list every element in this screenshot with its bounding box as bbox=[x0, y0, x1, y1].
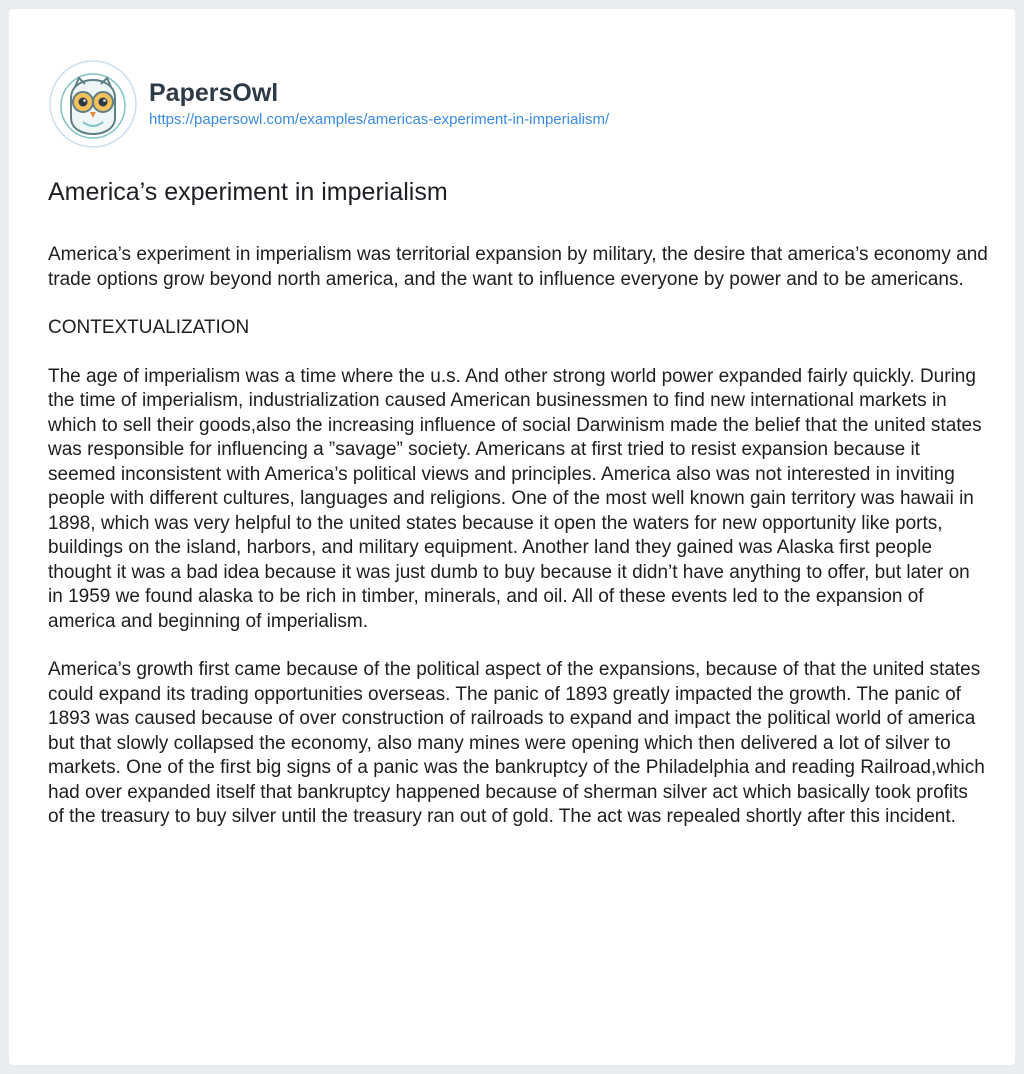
site-header bbox=[49, 59, 609, 149]
source-url-link[interactable]: https://papersowl.com/examples/americas-experiment-in-imperialism/ bbox=[149, 111, 610, 128]
paragraph-intro: America’s experiment in imperialism was territorial expansion by military, the desire that america’s economy and trade options grow beyond north america, and the want to influence everyone by power and to be americans. bbox=[48, 244, 988, 290]
paragraph-growth: America’s growth first came because of the political aspect of the expansions, because of that the united states could expand its trading opportunities overseas. The panic of 1893 greatly impacted the growth. The panic of 1893 was caused because of over construction of railroads to expand and impact the political world of america but that slowly collapsed the economy, also many mines were opening which then delivered a lot of silver to markets. One of the first big signs of a panic was the bankruptcy of the Philadelphia and reading Railroad,which had over expanded itself that bankruptcy happened because of sherman silver act which basically took profits of the treasury to buy silver until the treasury ran out of gold. The act was repealed shortly after this incident. bbox=[48, 659, 985, 827]
article-body bbox=[48, 243, 988, 854]
brand-name: PapersOwl bbox=[149, 79, 279, 107]
document-page bbox=[9, 9, 1015, 1065]
owl-logo-icon bbox=[49, 60, 137, 148]
paragraph-context: The age of imperialism was a time where the u.s. And other strong world power expanded fairly quickly. During the time of imperialism, industrialization caused American businessmen to find new international markets in which to sell their goods,also the increasing influence of social Darwinism made the belief that the united states was responsible for influencing a ”savage” society. Americans at first tried to resist expansion because it seemed inconsistent with America’s political views and principles. America also was not interested in inviting people with different cultures, languages and religions. One of the most well known gain territory was hawaii in 1898, which was very helpful to the united states because it open the waters for new opportunity like ports, buildings on the island, harbors, and military equipment. Another land they gained was Alaska first people thought it was a bad idea because it was just dumb to buy because it didn’t have anything to offer, but later on in 1959 we found alaska to be rich in timber, minerals, and oil. All of these events led to the expansion of america and beginning of imperialism. bbox=[48, 365, 982, 632]
section-heading: CONTEXTUALIZATION bbox=[48, 317, 250, 338]
brand-block bbox=[149, 77, 609, 131]
page-title: America’s experiment in imperialism bbox=[48, 178, 448, 206]
